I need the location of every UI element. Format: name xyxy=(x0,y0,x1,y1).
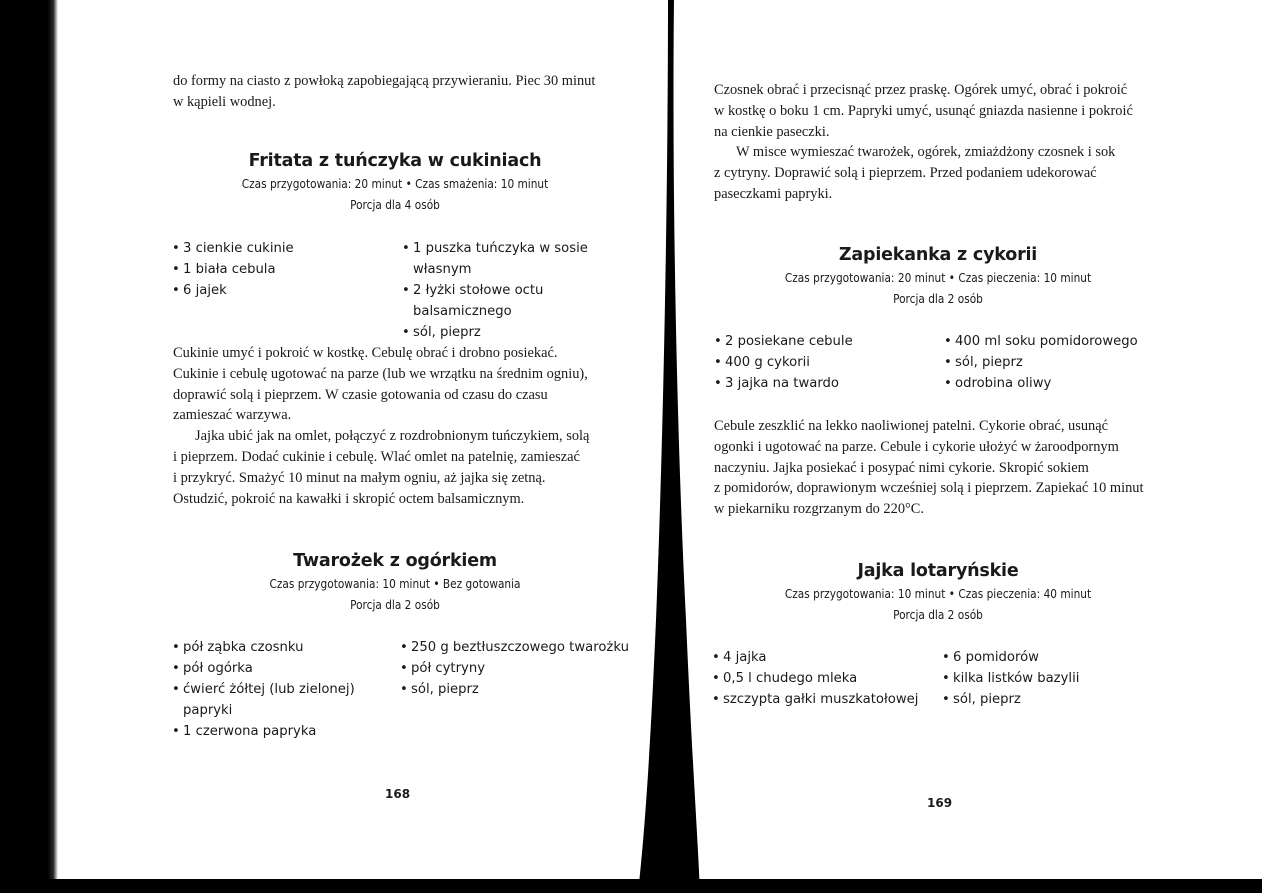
ingredient-item: • sól, pieprz xyxy=(942,689,1167,710)
page-number: 169 xyxy=(927,796,953,810)
ingredient-continuation: własnym xyxy=(413,262,472,277)
text-line: Ostudzić, pokroić na kawałki i skropić octem balsamicznym. xyxy=(173,490,525,507)
text-line: Cukinie i cebulę ugotować na parze (lub we wrzątku na średnim ogniu), xyxy=(173,365,588,382)
text-line: paseczkami papryki. xyxy=(714,185,833,202)
recipe-meta-servings: Porcja dla 2 osób xyxy=(893,608,983,622)
text-line: i przykryć. Smażyć 10 minut na małym ogniu, aż jajka się zetną. xyxy=(173,469,546,486)
ingredient-list-left xyxy=(172,238,382,301)
text-line: naczyniu. Jajka posiekać i posypać nimi cykorie. Skropić sokiem xyxy=(714,459,1089,476)
scan-shadow-left xyxy=(0,0,58,893)
ingredient-item: • 3 cienkie cukinie xyxy=(172,238,382,259)
recipe-meta-servings: Porcja dla 4 osób xyxy=(350,198,440,212)
recipe-meta-time: Czas przygotowania: 20 minut • Czas smażenia: 10 minut xyxy=(241,177,549,191)
recipe-title: Zapiekanka z cykorii xyxy=(838,245,1038,265)
ingredient-item: • pół ząbka czosnku xyxy=(172,637,397,658)
recipe-meta-time: Czas przygotowania: 10 minut • Czas pieczenia: 40 minut xyxy=(784,587,1092,601)
text-line: z cytryny. Doprawić solą i pieprzem. Przed podaniem udekorować xyxy=(714,165,1097,182)
ingredient-item: • 0,5 l chudego mleka xyxy=(712,668,937,689)
text-line: do formy na ciasto z powłoką zapobiegającą przywieraniu. Piec 30 minut xyxy=(173,73,596,89)
text-line: W misce wymieszać twarożek, ogórek, zmiażdżony czosnek i sok xyxy=(736,144,1116,161)
ingredient-list-right xyxy=(400,637,640,700)
recipe-title: Twarożek z ogórkiem xyxy=(293,551,497,571)
text-line: i pieprzem. Dodać cukinie i cebulę. Wlać omlet na patelnię, zamieszać xyxy=(173,448,580,465)
text-line: doprawić solą i pieprzem. W czasie gotowania od czasu do czasu xyxy=(173,386,548,403)
ingredient-list-left xyxy=(172,637,397,742)
ingredient-item: • 250 g beztłuszczowego twarożku xyxy=(400,637,640,658)
ingredient-item: • 1 puszka tuńczyka w sosie xyxy=(402,238,640,259)
ingredient-item: • sól, pieprz xyxy=(400,679,640,700)
ingredient-item: • 6 jajek xyxy=(172,280,382,301)
text-line: Jajka ubić jak na omlet, połączyć z rozdrobnionym tuńczykiem, solą xyxy=(195,428,590,445)
ingredient-item: • ćwierć żółtej (lub zielonej) papryki xyxy=(172,679,397,721)
ingredient-list-left xyxy=(712,647,937,710)
ingredient-item: • 2 posiekane cebule xyxy=(714,331,934,352)
ingredient-item: • szczypta gałki muszkatołowej xyxy=(712,689,937,710)
ingredient-item: • 6 pomidorów xyxy=(942,647,1167,668)
book-spine xyxy=(638,0,700,893)
text-line: Cebule zeszklić na lekko naoliwionej patelni. Cykorie obrać, usunąć xyxy=(714,418,1109,434)
text-line: ogonki i ugotować na parze. Cebule i cykorie ułożyć w żaroodpornym xyxy=(714,438,1119,455)
ingredient-item: • sól, pieprz xyxy=(944,352,1174,373)
ingredient-item: • pół cytryny xyxy=(400,658,640,679)
ingredient-list-right xyxy=(944,331,1174,394)
recipe-method xyxy=(173,343,638,509)
ingredient-item: • 2 łyżki stołowe octu balsamicznego xyxy=(402,280,640,322)
ingredient-item: • 4 jajka xyxy=(712,647,937,668)
recipe-title: Fritata z tuńczyka w cukiniach xyxy=(248,151,542,171)
ingredient-item: • 1 biała cebula xyxy=(172,259,382,280)
left-page xyxy=(60,0,640,893)
text-line: Cukinie umyć i pokroić w kostkę. Cebulę obrać i drobno posiekać. xyxy=(173,345,558,361)
ingredient-item: • kilka listków bazylii xyxy=(942,668,1167,689)
text-line: z pomidorów, doprawionym wcześniej solą i pieprzem. Zapiekać 10 minut xyxy=(714,480,1144,497)
ingredient-list-right xyxy=(402,238,640,343)
text-line: zamieszać warzywa. xyxy=(173,407,292,424)
recipe-meta-time: Czas przygotowania: 20 minut • Czas pieczenia: 10 minut xyxy=(784,271,1092,285)
method-continued xyxy=(714,80,1174,205)
intro-paragraph xyxy=(173,71,633,113)
recipe-meta-servings: Porcja dla 2 osób xyxy=(893,292,983,306)
ingredient-list-left xyxy=(714,331,934,394)
ingredient-item: • pół ogórka xyxy=(172,658,397,679)
ingredient-item: • 1 czerwona papryka xyxy=(172,721,397,742)
ingredient-item: • 400 g cykorii xyxy=(714,352,934,373)
recipe-title: Jajka lotaryńskie xyxy=(857,561,1019,581)
ingredient-item: • odrobina oliwy xyxy=(944,373,1174,394)
text-line: w kąpieli wodnej. xyxy=(173,93,276,110)
text-line: w piekarniku rozgrzanym do 220°C. xyxy=(714,501,924,518)
right-page xyxy=(700,0,1250,893)
ingredient-list-right xyxy=(942,647,1167,710)
text-line: w kostkę o boku 1 cm. Papryki umyć, usunąć gniazda nasienne i pokroić xyxy=(714,102,1133,119)
page-number: 168 xyxy=(385,787,411,801)
recipe-meta-servings: Porcja dla 2 osób xyxy=(350,598,440,612)
recipe-method xyxy=(714,416,1184,520)
text-line: Czosnek obrać i przecisnąć przez praskę. Ogórek umyć, obrać i pokroić xyxy=(714,82,1128,98)
ingredient-item: • sól, pieprz xyxy=(402,322,640,343)
ingredient-item: • 400 ml soku pomidorowego xyxy=(944,331,1174,352)
recipe-meta-time: Czas przygotowania: 10 minut • Bez gotowania xyxy=(269,577,521,591)
text-line: na cienkie paseczki. xyxy=(714,123,830,140)
ingredient-item: • 3 jajka na twardo xyxy=(714,373,934,394)
